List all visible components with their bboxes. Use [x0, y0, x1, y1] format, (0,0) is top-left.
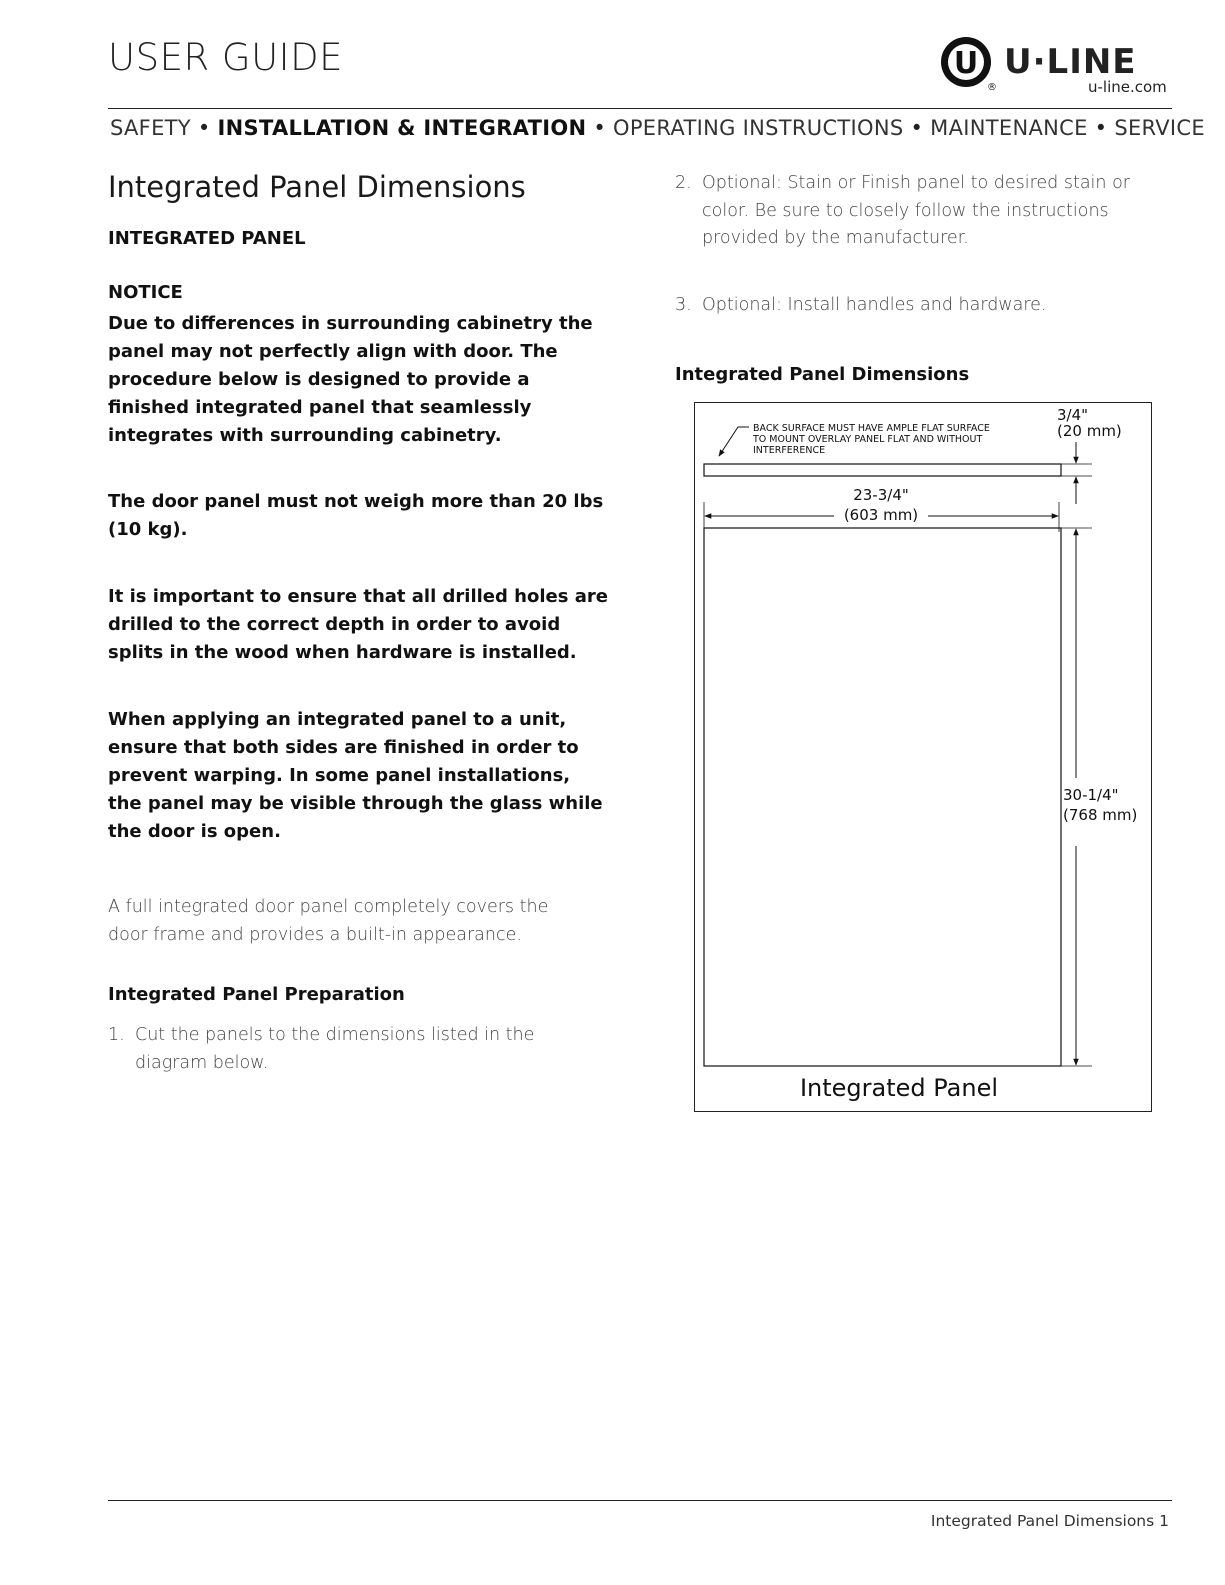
note-line-2: TO MOUNT OVERLAY PANEL FLAT AND WITHOUT	[753, 434, 983, 445]
section-nav	[110, 116, 1205, 140]
integrated-panel-outline	[704, 528, 1061, 1066]
footer-divider	[108, 1500, 1172, 1501]
note-leader-arrow	[719, 427, 749, 456]
footer-page-label: Integrated Panel Dimensions 1	[930, 1512, 1169, 1530]
step-text: Optional: Stain or Finish panel to desired stain or color. Be sure to closely follow the instructions provided by the manufacturer.	[702, 173, 1130, 248]
site-url[interactable]: u-line.com	[1088, 78, 1167, 96]
registered-mark: ®	[987, 82, 997, 93]
step-text: Cut the panels to the dimensions listed in the diagram below.	[135, 1025, 535, 1073]
note-line-1: BACK SURFACE MUST HAVE AMPLE FLAT SURFACE	[753, 423, 990, 434]
nav-separator: •	[593, 116, 607, 140]
notice-paragraph-cabinetry: Due to differences in surrounding cabinetry the panel may not perfectly align with door. The procedure below is designed to provide a finished integrated panel that seamlessly integrates with surrounding cabinetry.	[108, 313, 593, 446]
nav-operating: OPERATING INSTRUCTIONS	[613, 116, 904, 140]
panel-dimension-diagram	[694, 402, 1152, 1112]
step-number: 2.	[675, 173, 692, 193]
nav-separator: •	[910, 116, 924, 140]
logo-wordmark: U·LINE	[1004, 42, 1137, 82]
thickness-inches: 3/4"	[1057, 406, 1089, 424]
step-number: 3.	[675, 295, 692, 315]
thickness-mm: (20 mm)	[1057, 422, 1122, 440]
nav-safety: SAFETY	[110, 116, 191, 140]
width-mm: (603 mm)	[843, 506, 919, 524]
step-2	[675, 170, 1170, 253]
notice-paragraph-holes: It is important to ensure that all drilled holes are drilled to the correct depth in order to avoid splits in the wood when hardware is installed.	[108, 586, 608, 663]
page-heading: Integrated Panel Dimensions	[108, 170, 526, 204]
step-1	[108, 1022, 608, 1077]
height-mm: (768 mm)	[1063, 806, 1138, 824]
notice-paragraph-weight: The door panel must not weigh more than 20 lbs (10 kg).	[108, 491, 604, 540]
note-line-3: INTERFERENCE	[753, 445, 826, 456]
description-paragraph: A full integrated door panel completely covers the door frame and provides a built-in appearance.	[108, 897, 549, 945]
notice-paragraph-warping: When applying an integrated panel to a unit, ensure that both sides are finished in order to prevent warping. In some panel installations, the panel may be visible through the glass while the door is open.	[108, 709, 603, 842]
header-divider	[108, 108, 1172, 109]
nav-separator: •	[1094, 116, 1108, 140]
nav-service: SERVICE	[1114, 116, 1205, 140]
panel-edge-strip	[704, 464, 1061, 476]
nav-installation: INSTALLATION & INTEGRATION	[217, 116, 587, 140]
guide-title: USER GUIDE	[108, 36, 343, 79]
step-3	[675, 292, 1170, 320]
logo-mark: U	[953, 46, 979, 81]
section-subheading: INTEGRATED PANEL	[108, 228, 306, 249]
nav-separator: •	[197, 116, 211, 140]
height-inches: 30-1/4"	[1063, 786, 1119, 804]
nav-maintenance: MAINTENANCE	[930, 116, 1088, 140]
step-text: Optional: Install handles and hardware.	[702, 295, 1047, 315]
diagram-heading: Integrated Panel Dimensions	[675, 364, 970, 385]
diagram-caption: Integrated Panel	[799, 1074, 999, 1102]
step-number: 1.	[108, 1025, 125, 1045]
prep-heading: Integrated Panel Preparation	[108, 984, 405, 1005]
notice-label: NOTICE	[108, 282, 183, 303]
width-inches: 23-3/4"	[853, 486, 909, 504]
